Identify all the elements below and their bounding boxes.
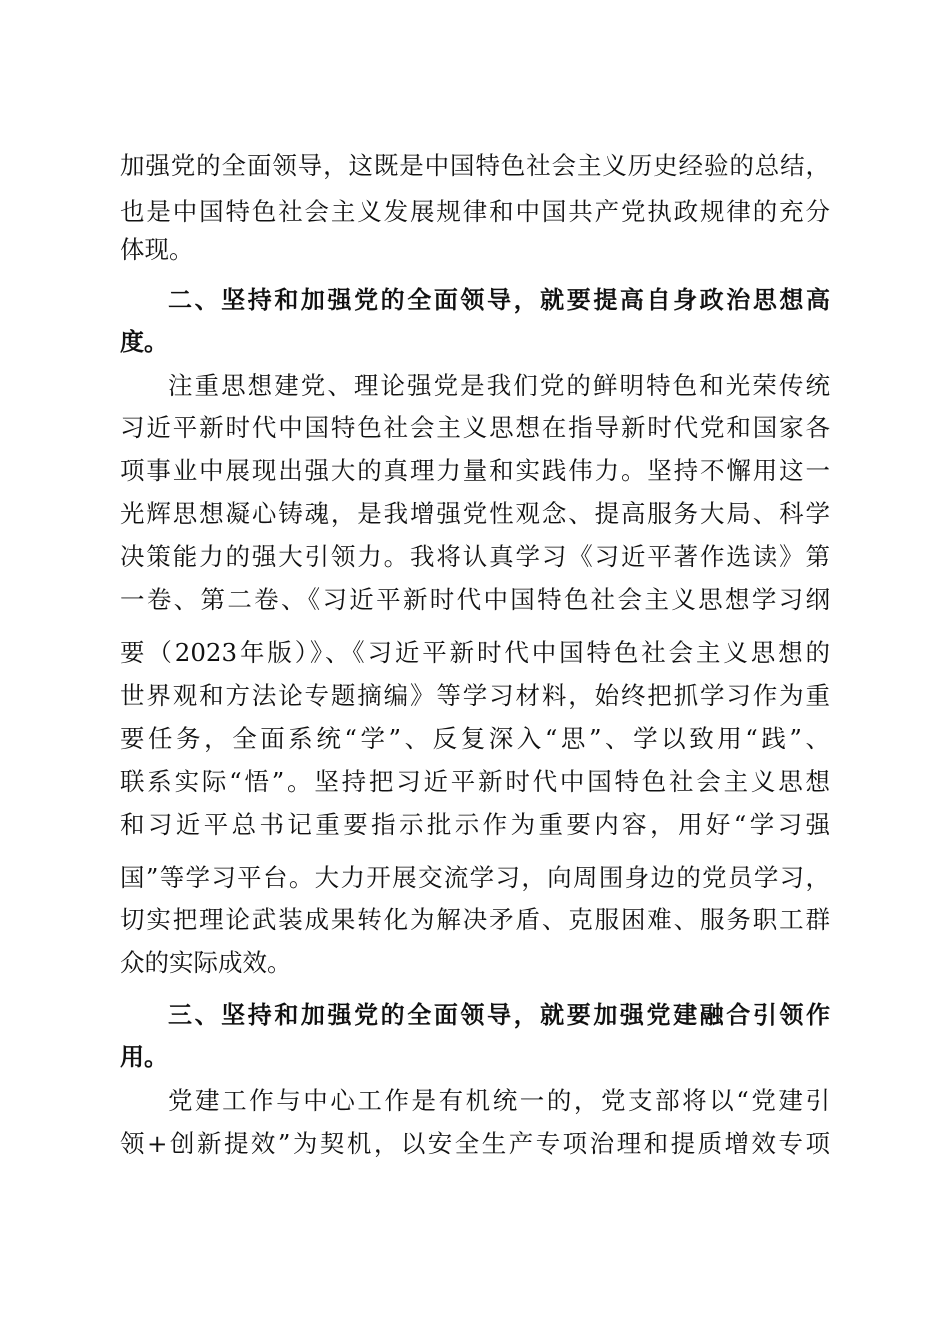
text-line: 体现。	[120, 235, 194, 264]
text-line: 切实把理论武装成果转化为解决矛盾、克服困难、服务职工群	[120, 905, 830, 934]
text-line: 领+创新提效”为契机，以安全生产专项治理和提质增效专项	[120, 1129, 830, 1158]
text-line: 也是中国特色社会主义发展规律和中国共产党执政规律的充分	[120, 197, 830, 226]
text-line: 习近平新时代中国特色社会主义思想在指导新时代党和国家各	[120, 413, 830, 442]
text-line: 项事业中展现出强大的真理力量和实践伟力。坚持不懈用这一	[120, 456, 830, 485]
text-line: 一卷、第二卷、《习近平新时代中国特色社会主义思想学习纲	[120, 585, 830, 614]
text-line: 光辉思想凝心铸魂，是我增强党性观念、提高服务大局、科学	[120, 499, 830, 528]
text-line: 决策能力的强大引领力。我将认真学习《习近平著作选读》第	[120, 542, 830, 571]
text-line: 加强党的全面领导，这既是中国特色社会主义历史经验的总结，	[120, 151, 830, 180]
text-line: 众的实际成效。	[120, 948, 292, 977]
text-line: 世界观和方法论专题摘编》等学习材料，始终把抓学习作为重	[120, 681, 830, 710]
text-line: 注重思想建党、理论强党是我们党的鲜明特色和光荣传统	[168, 371, 830, 400]
section-heading-3: 三、坚持和加强党的全面领导，就要加强党建融合引领作	[168, 1001, 830, 1029]
text-line: 联系实际“悟”。坚持把习近平新时代中国特色社会主义思想	[120, 767, 830, 796]
section-heading-2: 二、坚持和加强党的全面领导，就要提高自身政治思想高	[168, 286, 830, 314]
text-line: 要任务，全面系统“学”、反复深入“思”、学以致用“践”、	[120, 724, 830, 753]
section-heading-2-continued: 度。	[120, 328, 168, 356]
text-line: 和习近平总书记重要指示批示作为重要内容，用好“学习强	[120, 810, 830, 839]
text-line: 国”等学习平台。大力开展交流学习，向周围身边的党员学习，	[120, 863, 830, 892]
section-heading-3-continued: 用。	[120, 1043, 168, 1071]
text-line: 要（2023年版）》、《习近平新时代中国特色社会主义思想的	[120, 638, 830, 667]
text-line: 党建工作与中心工作是有机统一的，党支部将以“党建引	[168, 1086, 830, 1115]
